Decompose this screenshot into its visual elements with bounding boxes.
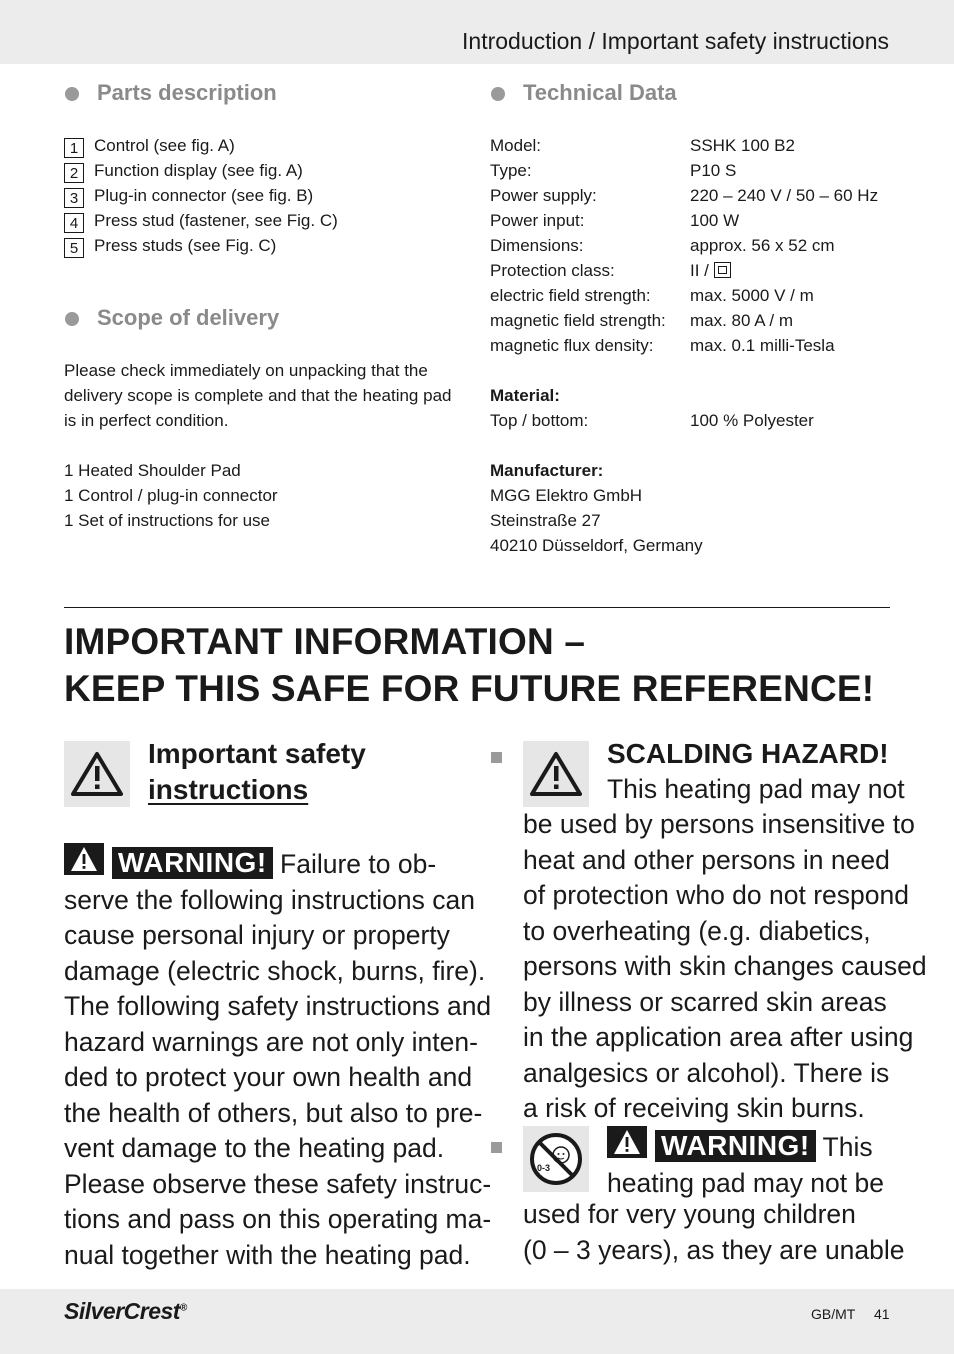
table-row: magnetic flux density: max. 0.1 milli-Tesla <box>490 336 835 355</box>
technical-heading: Technical Data <box>523 80 677 105</box>
manufacturer-address: MGG Elektro GmbH Steinstraße 27 40210 Düsseldorf, Germany <box>490 486 703 555</box>
warning-badge: WARNING! <box>655 1130 816 1162</box>
section-bullet <box>491 87 505 101</box>
no-children-icon <box>523 1126 589 1192</box>
page-header-title: Introduction / Important safety instructions <box>462 28 889 54</box>
part-number: 5 <box>64 238 84 258</box>
part-number: 3 <box>64 188 84 208</box>
list-item: 2 Function display (see fig. A) <box>64 158 338 183</box>
manufacturer-heading: Manufacturer: <box>490 461 604 480</box>
warning-triangle-icon <box>64 741 130 807</box>
children-warning-heading: WARNING! This heating pad may not be <box>607 1126 884 1201</box>
warning-badge: WARNING! <box>112 847 273 879</box>
footer-language: GB/MT <box>811 1306 856 1322</box>
material-heading: Material: <box>490 386 560 405</box>
parts-heading: Parts description <box>97 80 277 105</box>
page-number: 41 <box>874 1306 890 1322</box>
list-item: 3 Plug-in connector (see fig. B) <box>64 183 338 208</box>
warning-triangle-icon <box>64 843 104 875</box>
scope-paragraph: Please check immediately on unpacking that the delivery scope is complete and that the heating pad is in perfect condition. <box>64 361 452 430</box>
table-row: Type: P10 S <box>490 161 737 180</box>
part-number: 1 <box>64 138 84 158</box>
scalding-heading-block: SCALDING HAZARD! This heating pad may not <box>607 738 905 804</box>
age-range-label: 0-3 <box>537 1163 551 1173</box>
protection-class-ii-icon <box>714 262 731 278</box>
technical-table <box>490 133 890 358</box>
scope-list <box>64 458 278 533</box>
section-bullet <box>65 87 79 101</box>
list-item: 5 Press studs (see Fig. C) <box>64 233 338 258</box>
brand-logo: SilverCrest® <box>64 1298 187 1324</box>
safety-warning-paragraph: WARNING! Failure to ob- serve the following instructions can cause personal injury or property damage (electric shock, burns, fire). The following safety instructions and hazard warnings are not only inten- ded to protect your own health and the health of others, but also to pre- vent damage to the heating pad. Please observe these safety instruc- tions and pass on this operating ma- nual together with the heating pad. <box>64 843 491 1273</box>
scope-heading: Scope of delivery <box>97 305 280 330</box>
table-row: Protection class: II / <box>490 258 890 283</box>
section-bullet <box>65 312 79 326</box>
safety-heading: Important safety instructions <box>148 738 366 805</box>
part-number: 4 <box>64 213 84 233</box>
table-row: magnetic field strength: max. 80 A / m <box>490 311 793 330</box>
table-row: Power input: 100 W <box>490 211 740 230</box>
children-warning-paragraph: used for very young children (0 – 3 years), as they are unable <box>523 1199 905 1265</box>
list-item: 1 Heated Shoulder Pad <box>64 461 241 480</box>
list-item: 1 Control / plug-in connector <box>64 486 278 505</box>
scalding-heading: SCALDING HAZARD! <box>607 738 889 769</box>
important-title: IMPORTANT INFORMATION – KEEP THIS SAFE FOR FUTURE REFERENCE! <box>64 621 875 709</box>
table-row: Model: SSHK 100 B2 <box>490 136 795 155</box>
part-number: 2 <box>64 163 84 183</box>
table-row: Power supply: 220 – 240 V / 50 – 60 Hz <box>490 186 879 205</box>
list-bullet <box>491 1142 502 1153</box>
divider <box>64 607 890 608</box>
scalding-paragraph: be used by persons insensitive to heat and other persons in need of protection who do not respond to overheating (e.g. diabetics, persons with skin changes caused by illness or scarred skin areas in the application area after using analgesics or alcohol). There is a risk of receiving skin burns. <box>523 809 927 1123</box>
list-item: 1 Control (see fig. A) <box>64 133 338 158</box>
list-bullet <box>491 752 502 763</box>
parts-list <box>64 133 338 258</box>
list-item: 4 Press stud (fastener, see Fig. C) <box>64 208 338 233</box>
table-row: electric field strength: max. 5000 V / m <box>490 286 814 305</box>
warning-triangle-icon <box>607 1126 647 1158</box>
material-row: Top / bottom: 100 % Polyester <box>490 411 814 430</box>
list-item: 1 Set of instructions for use <box>64 511 270 530</box>
warning-triangle-icon <box>523 741 589 807</box>
table-row: Dimensions: approx. 56 x 52 cm <box>490 236 835 255</box>
